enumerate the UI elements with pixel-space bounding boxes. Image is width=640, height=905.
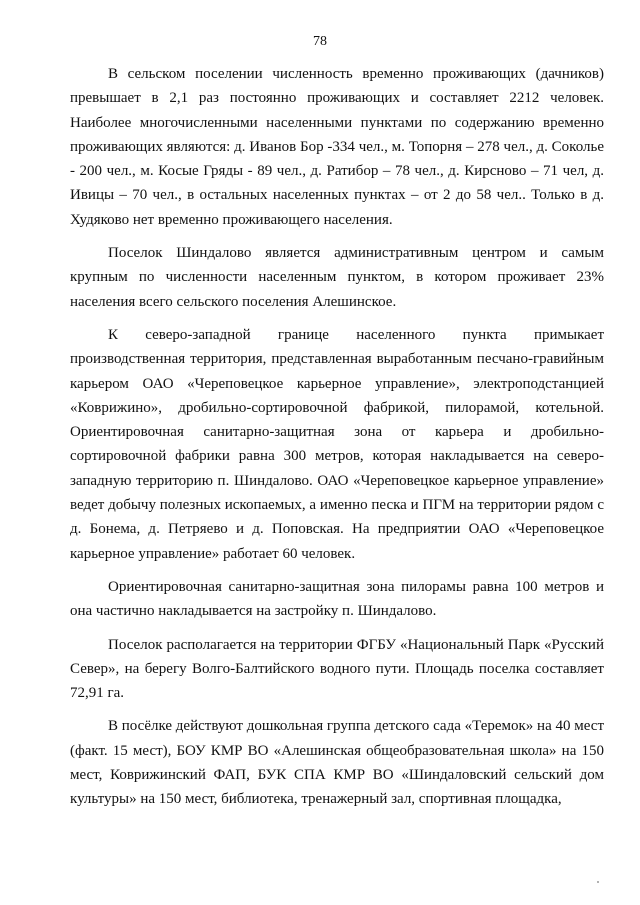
paragraph-sawmill-zone: Ориентировочная санитарно-защитная зона пилорамы равна 100 метров и она частично накладывается на застройку п. Шиндалово. [70, 578, 604, 620]
page-number: 78 [313, 34, 327, 49]
scan-speck [597, 881, 599, 883]
paragraph-facilities: В посёлке действуют дошкольная группа детского сада «Теремок» на 40 мест (факт. 15 мест), БОУ КМР ВО «Алешинская общеобразовательная школа» на 150 мест, Коврижинский ФАП, БУК СПА КМР ВО «Шиндаловский сельский дом культуры» на 150 мест, библиотека, тренажерный зал, спортивная площадка, [70, 718, 604, 808]
paragraph-temporary-residents: В сельском поселении численность временно проживающих (дачников) превышает в 2,1 раз постоянно проживающих и составляет 2212 человек. Наиболее многочисленными населенными пунктами по содержанию временно проживающих являются: д. Иванов Бор -334 чел., м. Топорня – 278 чел., д. Соколье - 200 чел., м. Косые Гряды - 89 чел., д. Ратибор – 78 чел., д. Кирсново – 71 чел, д. Ивицы – 70 чел., в остальных населенных пунктах – от 2 до 58 чел.. Только в д. Худяково нет временно проживающего населения. [70, 66, 604, 228]
body-text [70, 62, 604, 821]
paragraph-national-park: Поселок располагается на территории ФГБУ «Национальный Парк «Русский Север», на берегу Волго-Балтийского водного пути. Площадь поселка составляет 72,91 га. [70, 636, 604, 702]
paragraph-industrial-territory: К северо-западной границе населенного пункта примыкает производственная территория, представленная выработанным песчано-гравийным карьером ОАО «Череповецкое карьерное управление», электроподстанцией «Коврижино», дробильно-сортировочной фабрикой, пилорамой, котельной. Ориентировочная санитарно-защитная зона от карьера и дробильно-сортировочной фабрики равна 300 метров, которая накладывается на северо-западную территорию п. Шиндалово. ОАО «Череповецкое карьерное управление» ведет добычу полезных ископаемых, а именно песка и ПГМ на территории рядом с д. Бонема, д. Петряево и д. Поповская. На предприятии ОАО «Череповецкое карьерное управление» работает 60 человек. [70, 326, 604, 562]
paragraph-shindalovo-center: Поселок Шиндалово является административным центром и самым крупным по численности населенным пунктом, в котором проживает 23% населения всего сельского поселения Алешинское. [70, 245, 604, 310]
